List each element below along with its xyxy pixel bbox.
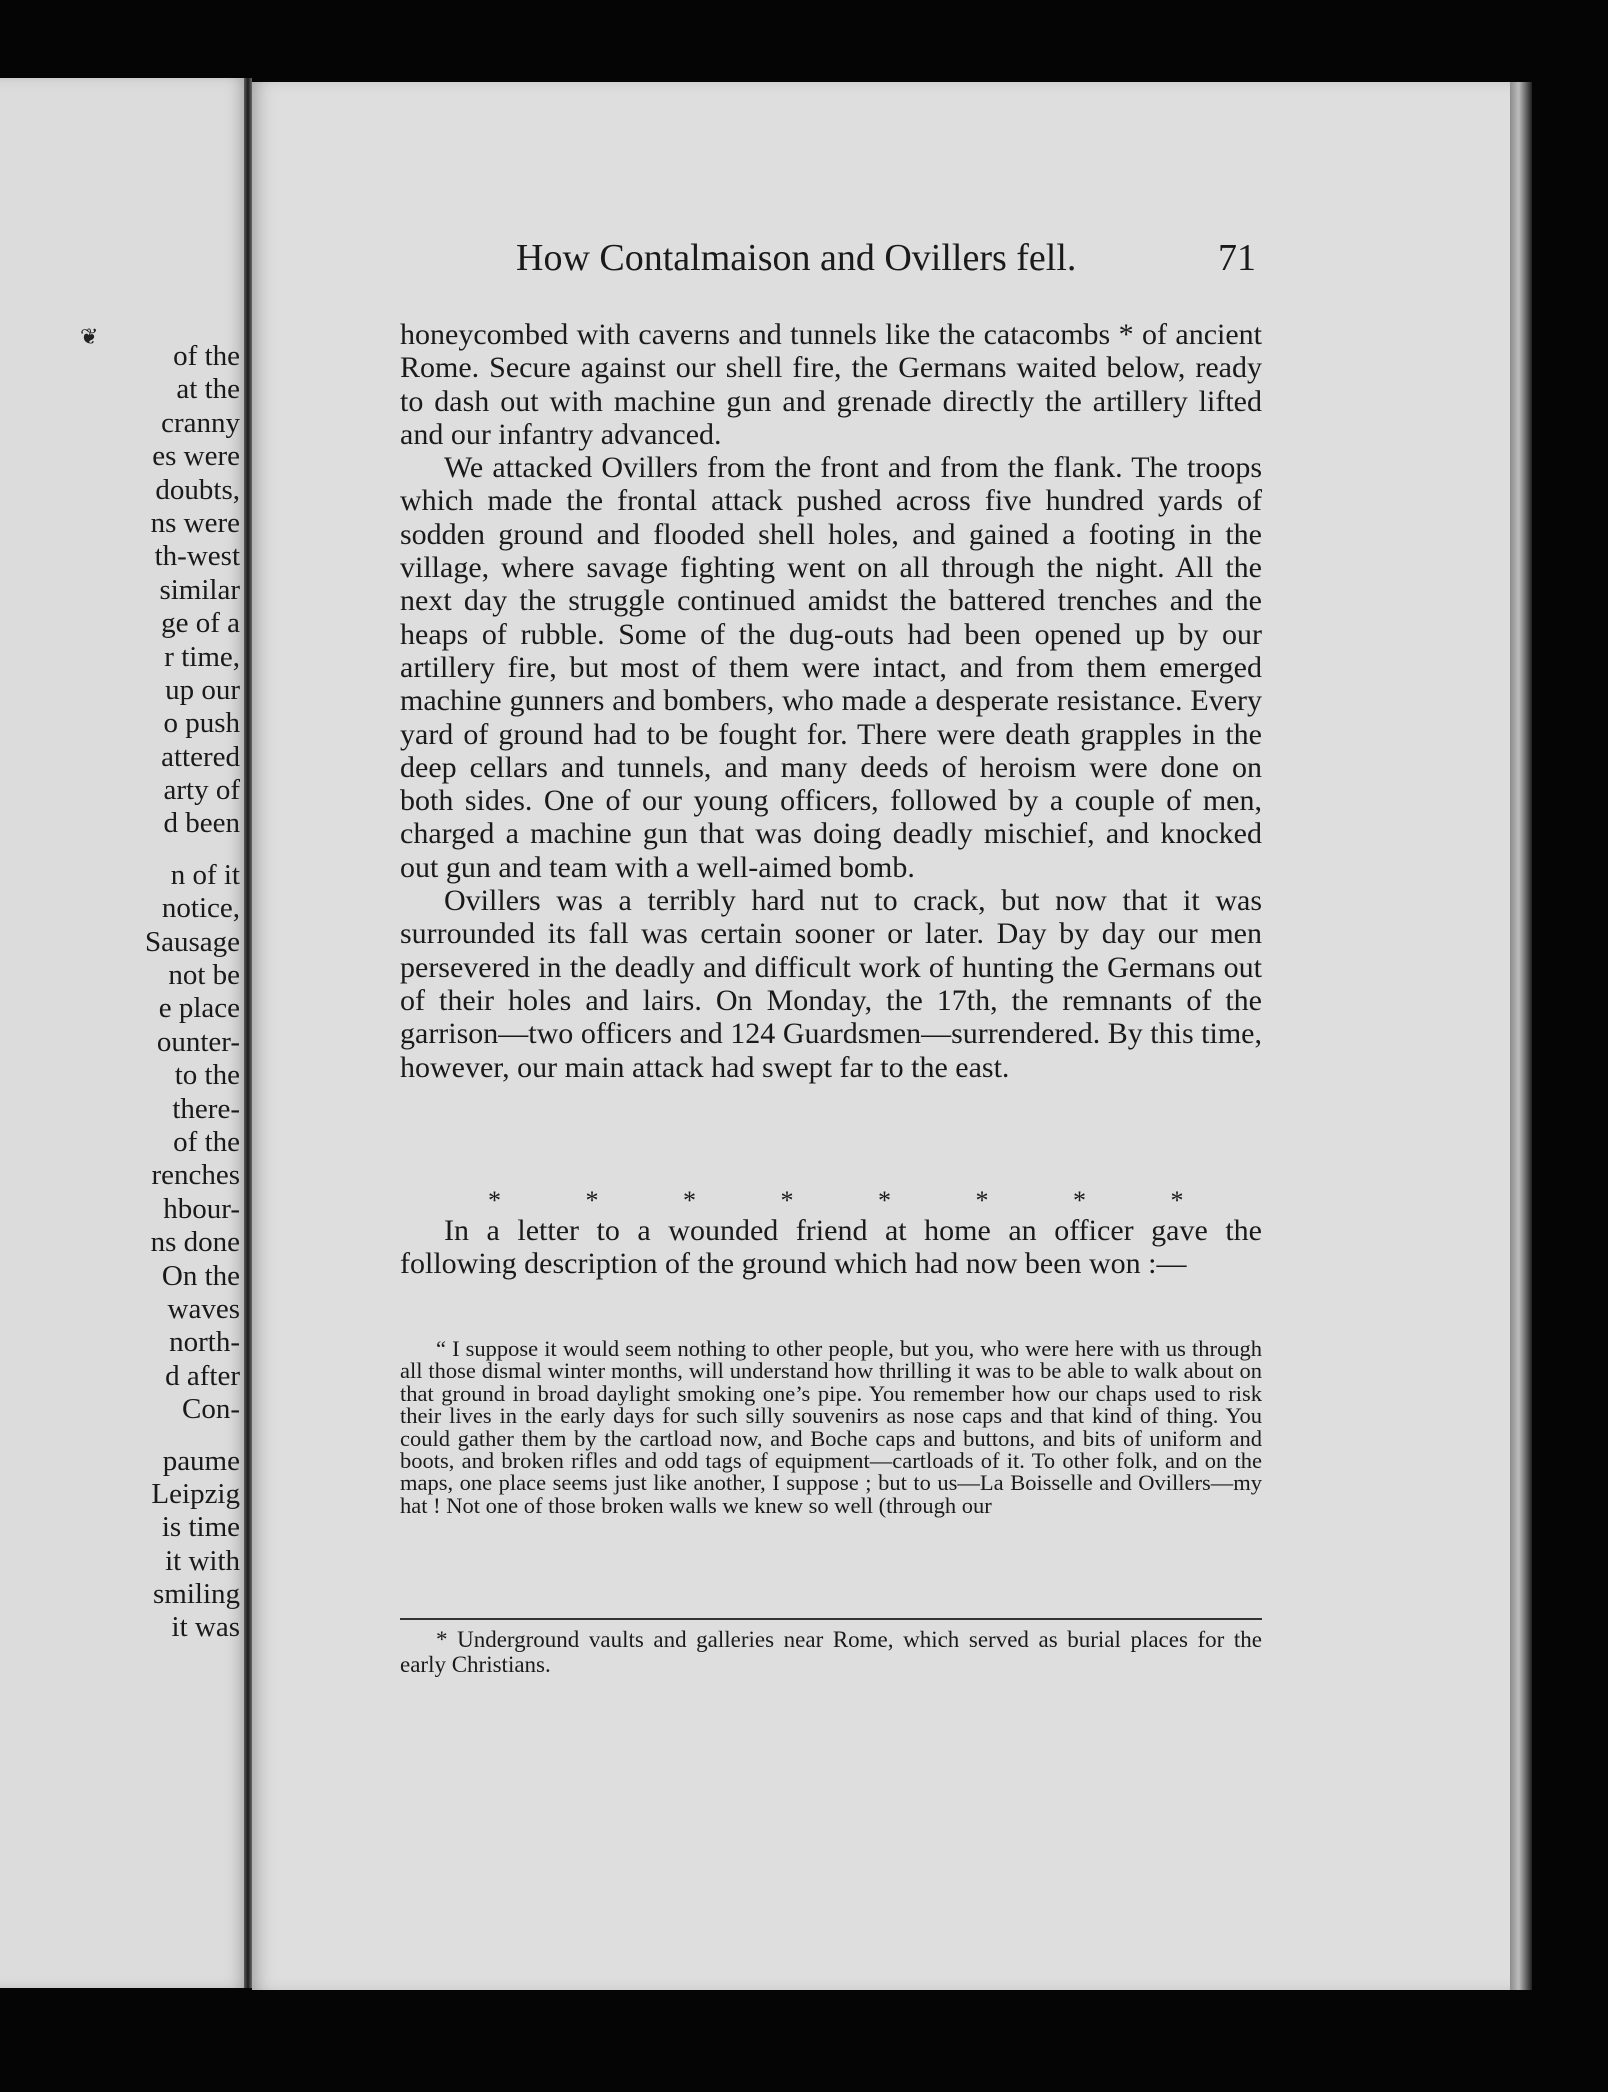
section-break: * * * * * * * * (488, 1186, 1184, 1215)
facing-page-line: Con- (182, 1393, 240, 1426)
facing-page-text (0, 340, 240, 1645)
facing-page-line: there- (172, 1092, 240, 1125)
facing-page-line: north- (169, 1326, 240, 1359)
footnote-divider (400, 1618, 1262, 1620)
facing-page-line: Leipzig (151, 1477, 240, 1510)
facing-page-line (0, 1427, 240, 1445)
quote-text: “ I suppose it would seem nothing to other people, but you, who were here with us through all those dismal winter months, will understand how thrilling it was to be able to walk about on that ground in broad daylight smoking one’s pipe. You remember how our chaps used to risk their lives in the early days for such silly souvenirs as nose caps and that kind of thing. You could gather them by the cartload now, and Boche caps and buttons, and bits of uniform and boots, and broken rifles and odd tags of equipment—cartloads of it. To other folk, and on the maps, one place seems just like another, I suppose ; but to us—La Boisselle and Ovillers—my hat ! Not one of those broken walls we knew so well (through our (400, 1336, 1262, 1518)
facing-page-line: ns were (150, 506, 240, 539)
facing-page-line: up our (165, 673, 240, 706)
facing-page-line: e place (158, 992, 240, 1025)
main-text (400, 318, 1262, 1084)
facing-page-line: doubts, (155, 473, 240, 506)
facing-page-line: not be (168, 959, 240, 992)
paragraph: We attacked Ovillers from the front and from the flank. The troops which made the frontal attack pushed across five hundred yards of sodden ground and flooded shell holes, and gained a footing in the village, where savage fighting went on all through the night. All the next day the struggle continued amidst the battered trenches and the heaps of rubble. Some of the dug-outs had been opened up by our artillery fire, but most of them were intact, and from them emerged machine gunners and bombers, who made a desperate resistance. Every yard of ground had to be fought for. There were death grapples in the deep cellars and tunnels, and many deeds of heroism were done on both sides. One of our young officers, followed by a couple of men, charged a machine gun that was doing deadly mischief, and knocked out gun and team with a well-aimed bomb. (400, 451, 1262, 884)
facing-page-line: cranny (161, 406, 240, 439)
page-edge (1510, 82, 1532, 1990)
facing-page-line: notice, (161, 892, 240, 925)
facing-page-line: renches (151, 1159, 240, 1192)
page-number: 71 (1218, 237, 1256, 279)
facing-page-line: d been (163, 807, 240, 840)
facing-page-line: waves (167, 1292, 240, 1325)
running-head-title: How Contalmaison and Ovillers fell. (516, 237, 1077, 279)
facing-page-line: o push (163, 707, 240, 740)
facing-page-line: at the (176, 373, 240, 406)
facing-page-line: d after (165, 1359, 240, 1392)
facing-page-line: paume (162, 1444, 240, 1477)
facing-page-line: similar (159, 573, 240, 606)
facing-page-line: th-west (154, 540, 240, 573)
footnote (400, 1628, 1262, 1677)
facing-page-line: ns done (150, 1226, 240, 1259)
paragraph: Ovillers was a terribly hard nut to crack, but now that it was surrounded its fall was certain sooner or later. Day by day our men persevered in the deadly and difficult work of hunting the Germans out of their holes and lairs. On Monday, the 17th, the remnants of the garrison—two officers and 124 Guardsmen—surrendered. By this time, however, our main attack had swept far to the east. (400, 884, 1262, 1084)
facing-page-line: smiling (152, 1578, 240, 1611)
facing-page-line: hbour- (163, 1192, 240, 1225)
facing-page-line: Sausage (144, 925, 240, 958)
facing-page-line: ge of a (161, 607, 240, 640)
facing-page-line: r time, (164, 640, 240, 673)
facing-page-line: it with (165, 1544, 240, 1577)
paragraph: honeycombed with caverns and tunnels like the catacombs * of ancient Rome. Secure against our shell fire, the Germans waited below, ready to dash out with machine gun and grenade directly the artillery lifted and our infantry advanced. (400, 318, 1262, 451)
facing-page-line: of the (173, 1125, 240, 1158)
quoted-letter (400, 1338, 1262, 1517)
footnote-text: * Underground vaults and galleries near Rome, which served as burial places for the early Christians. (400, 1627, 1262, 1677)
facing-page-line (0, 841, 240, 859)
facing-page-line: arty of (163, 774, 240, 807)
facing-page-line: On the (161, 1259, 240, 1292)
facing-page-line: it was (171, 1611, 240, 1644)
book-gutter (244, 78, 252, 1988)
facing-page-line: of the (173, 340, 240, 372)
facing-page-line: attered (161, 740, 240, 773)
facing-page-line: is time (161, 1511, 240, 1544)
printer-ornament-icon: ❦ (80, 324, 99, 349)
facing-page (0, 78, 250, 1988)
facing-page-line: ounter- (156, 1025, 240, 1058)
letter-intro (400, 1214, 1262, 1281)
facing-page-line: n of it (170, 858, 240, 891)
paragraph: In a letter to a wounded friend at home an officer gave the following description of the ground which had now been won :— (400, 1214, 1262, 1281)
facing-page-line: es were (152, 440, 240, 473)
facing-page-line: to the (174, 1059, 240, 1092)
